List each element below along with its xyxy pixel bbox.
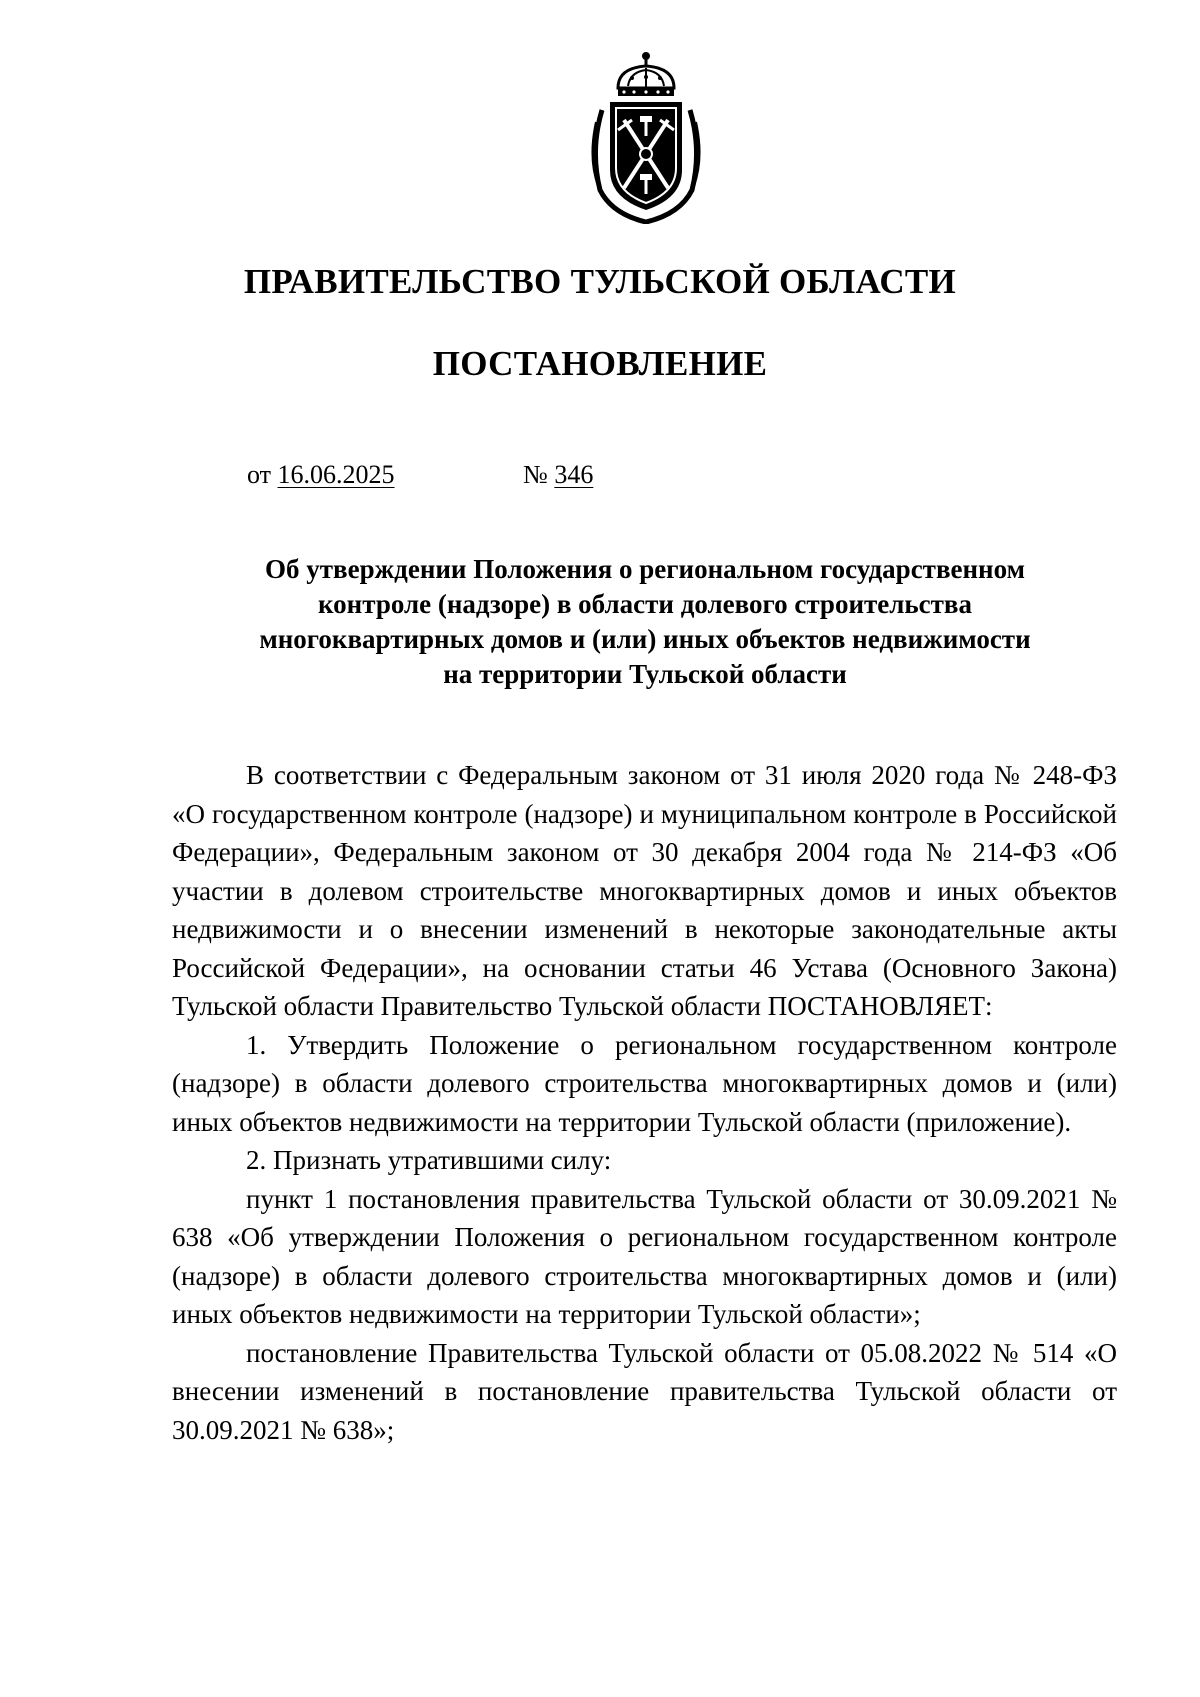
item-1-paragraph: 1. Утвердить Положение о региональном государственном контроле (надзоре) в области долевого строительства многоквартирных домов и (или) иных объектов недвижимости на территории Тульской области (приложение). [172, 1029, 1117, 1137]
document-subject [200, 552, 1090, 692]
document-date: 16.06.2025 [277, 460, 395, 489]
document-type-title: ПОСТАНОВЛЕНИЕ [432, 344, 768, 383]
subject-line: многоквартирных домов и (или) иных объектов недвижимости [259, 624, 1031, 654]
date-prefix: от [247, 460, 272, 489]
document-body [172, 756, 1117, 1449]
repealed-act-paragraph: постановление Правительства Тульской области от 05.08.2022 № 514 «О внесении изменений в постановление правительства Тульской области от 30.09.2021 № 638»; [172, 1337, 1117, 1445]
tula-coat-of-arms-icon [588, 50, 704, 224]
document-date-number [247, 460, 594, 490]
subject-line: Об утверждении Положения о региональном государственном [265, 554, 1025, 584]
subject-line: контроле (надзоре) в области долевого строительства [317, 589, 973, 619]
subject-line: на территории Тульской области [443, 659, 847, 689]
document-number: 346 [554, 460, 594, 489]
item-2-paragraph: 2. Признать утратившими силу: [246, 1145, 612, 1175]
repealed-act-paragraph: пункт 1 постановления правительства Тульской области от 30.09.2021 № 638 «Об утверждении Положения о региональном государственном контроле (надзоре) в области долевого строительства многоквартирных домов и (или) иных объектов недвижимости на территории Тульской области»; [172, 1183, 1117, 1329]
number-prefix: № [523, 460, 548, 489]
preamble-paragraph: В соответствии с Федеральным законом от 31 июля 2020 года № 248-ФЗ «О государственном контроле (надзоре) и муниципальном контроле в Российской Федерации», Федеральным законом от 30 декабря 2004 года № 214-ФЗ «Об участии в долевом строительстве многоквартирных домов и иных объектов недвижимости и о внесении изменений в некоторые законодательные акты Российской Федерации», на основании статьи 46 Устава (Основного Закона) Тульской области Правительство Тульской области ПОСТАНОВЛЯЕТ: [172, 760, 1117, 1021]
crown-icon [618, 52, 674, 96]
document-number-block [523, 460, 593, 490]
government-title: ПРАВИТЕЛЬСТВО ТУЛЬСКОЙ ОБЛАСТИ [243, 262, 957, 301]
